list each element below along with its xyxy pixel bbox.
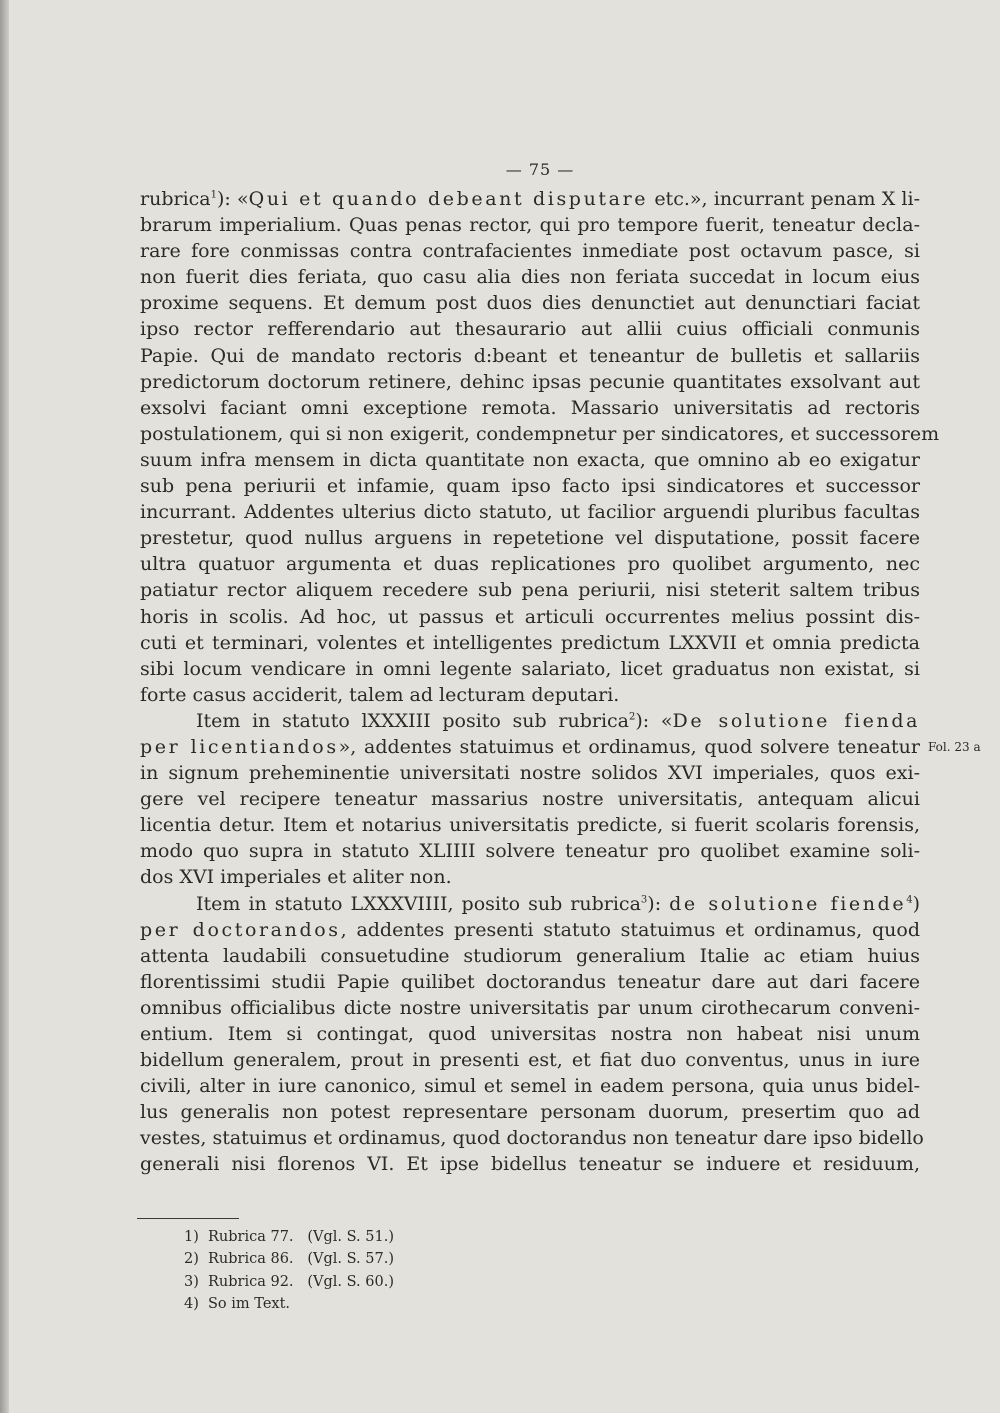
- main-text: [140, 186, 940, 1178]
- text-line: [140, 1047, 920, 1073]
- text-segment: per licentiandos: [140, 735, 339, 758]
- text-segment: lus generalis non potest representare personam duorum, presertim quo ad: [140, 1101, 920, 1124]
- text-line: [140, 656, 920, 682]
- text-segment: gere vel recipere teneatur massarius nostre universitatis, antequam alicui: [140, 788, 920, 811]
- footnote-text: So im Text.: [208, 1295, 291, 1312]
- text-segment: dos XVI imperiales et aliter non.: [140, 866, 452, 889]
- text-line: [140, 395, 920, 421]
- text-segment: de solutione fiende: [669, 892, 907, 915]
- footnote-number: 3): [184, 1273, 199, 1290]
- text-segment: proxime sequens. Et demum post duos dies denunctiet aut denunctiari faciat: [140, 292, 920, 315]
- text-segment: vestes, statuimus et ordinamus, quod doctorandus non teneatur dare ipso bidello: [140, 1127, 924, 1150]
- text-segment: cuti et terminari, volentes et intelligentes predictum LXXVII et omnia predicta: [140, 631, 920, 654]
- text-segment: exsolvi faciant omni exceptione remota. Massario universitatis ad rectoris: [140, 396, 920, 419]
- text-segment: florentissimi studii Papie quilibet doctorandus teneatur dare aut dari facere: [140, 970, 920, 993]
- text-segment: entium. Item si contingat, quod universitas nostra non habeat nisi unum: [140, 1023, 920, 1045]
- text-segment: De solutione fienda: [672, 709, 921, 732]
- text-line: [140, 995, 920, 1021]
- text-segment: etc.», incurrant penam X li-: [648, 188, 920, 210]
- text-line: [140, 604, 920, 630]
- text-segment: Qui et quando debeant disputare: [248, 188, 649, 210]
- text-segment: brarum imperialium. Quas penas rector, qui pro tempore fuerit, teneatur decla-: [140, 214, 920, 237]
- text-line: [140, 290, 920, 316]
- footnote-text: Rubrica 92. (Vgl. S. 60.): [208, 1273, 394, 1290]
- page-number: — 75 —: [505, 160, 575, 179]
- footnote-ref: 2: [629, 711, 636, 723]
- text-line: [140, 525, 920, 551]
- text-line: [140, 630, 920, 656]
- text-segment: modo quo supra in statuto XLIIII solvere teneatur pro quolibet examine soli-: [140, 840, 920, 863]
- footnote: [184, 1226, 394, 1248]
- text-line: [140, 943, 920, 969]
- text-line: [140, 421, 940, 447]
- text-segment: Item in statuto lXXXIII posito sub rubrica: [196, 709, 629, 732]
- text-segment: attenta laudabili consuetudine studiorum generalium Italie ac etiam huius: [140, 944, 920, 967]
- text-segment: generali nisi florenos VI. Et ipse bidellus teneatur se induere et residuum,: [140, 1153, 920, 1176]
- text-line: [140, 838, 920, 864]
- footnote-number: 1): [184, 1229, 199, 1245]
- text-segment: ): [912, 892, 920, 915]
- text-line: [140, 1099, 920, 1125]
- text-segment: incurrant. Addentes ulterius dicto statuto, ut facilior arguendi pluribus facultas: [140, 501, 920, 524]
- footnote-ref: 4: [906, 894, 913, 906]
- text-segment: », addentes statuimus et ordinamus, quod solvere teneatur: [338, 735, 920, 758]
- text-segment: Item in statuto LXXXVIIII, posito sub rubrica: [196, 892, 641, 915]
- footnote-number: 4): [184, 1295, 199, 1312]
- text-segment: ): «: [635, 709, 673, 732]
- text-line: [140, 343, 920, 369]
- text-segment: bidellum generalem, prout in presenti est, et fiat duo conventus, unus in iure: [140, 1049, 920, 1072]
- text-line: [140, 760, 920, 786]
- text-line: [140, 316, 920, 342]
- text-line: [140, 1021, 920, 1047]
- text-segment: rare fore conmissas contra contrafacientes inmediate post octavum pasce, si: [140, 240, 920, 263]
- text-line: [140, 551, 920, 577]
- text-segment: Papie. Qui de mandato rectoris d:beant et teneantur de bulletis et sallariis: [140, 344, 920, 367]
- text-segment: , addentes presenti statuto statuimus et ordinamus, quod: [340, 918, 920, 941]
- text-line: [140, 1151, 920, 1177]
- text-segment: ): «: [217, 188, 249, 210]
- text-segment: patiatur rector aliquem recedere sub pena periurii, nisi steterit saltem tribus: [140, 579, 920, 602]
- footnote-divider: [137, 1218, 239, 1219]
- text-line: [140, 186, 920, 212]
- text-line: [140, 473, 920, 499]
- text-segment: ultra quatuor argumenta et duas replicationes pro quolibet argumento, nec: [140, 553, 920, 576]
- text-line: [140, 577, 920, 603]
- text-line: [140, 917, 920, 943]
- text-segment: sub pena periurii et infamie, quam ipso facto ipsi sindicatores et successor: [140, 475, 920, 498]
- text-line: [140, 369, 920, 395]
- text-segment: prestetur, quod nullus arguens in repetetione vel disputatione, possit facere: [140, 527, 920, 550]
- footnote-ref: 1: [210, 189, 217, 201]
- footnote: [184, 1248, 394, 1270]
- text-segment: ipso rector refferendario aut thesaurario aut allii cuius officiali conmunis: [140, 318, 920, 341]
- page-edge: [0, 0, 9, 1413]
- text-line: [140, 447, 920, 473]
- text-line: [140, 812, 920, 838]
- footnote-number: 2): [184, 1251, 199, 1268]
- footnote-text: Rubrica 86. (Vgl. S. 57.): [208, 1251, 394, 1268]
- footnote: [184, 1271, 394, 1293]
- text-segment: non fuerit dies feriata, quo casu alia dies non feriata succedat in locum eius: [140, 266, 920, 289]
- text-segment: in signum preheminentie universitati nostre solidos XVI imperiales, quos exi-: [140, 762, 920, 785]
- footnote: [184, 1293, 394, 1315]
- text-segment: postulationem, qui si non exigerit, condempnetur per sindicatores, et successorem: [140, 422, 940, 445]
- text-line: [140, 499, 920, 525]
- text-line: [140, 786, 920, 812]
- text-line: [140, 264, 920, 290]
- text-segment: ):: [647, 892, 670, 915]
- footnote-ref: 3: [640, 894, 648, 906]
- footnote-text: Rubrica 77. (Vgl. S. 51.): [208, 1229, 394, 1245]
- text-segment: licentia detur. Item et notarius universitatis predicte, si fuerit scolaris forensis,: [140, 814, 920, 837]
- text-line: [140, 734, 920, 760]
- text-segment: forte casus acciderit, talem ad lecturam deputari.: [140, 683, 620, 706]
- text-segment: suum infra mensem in dicta quantitate non exacta, que omnino ab eo exigatur: [140, 448, 920, 471]
- text-line: [140, 1125, 924, 1151]
- text-line: [140, 708, 920, 734]
- text-line: [140, 891, 920, 917]
- text-segment: sibi locum vendicare in omni legente salariato, licet graduatus non existat, si: [140, 657, 920, 680]
- footnotes: [184, 1226, 394, 1315]
- text-segment: horis in scolis. Ad hoc, ut passus et articuli occurrentes melius possint dis-: [140, 605, 920, 628]
- text-segment: rubrica: [140, 188, 211, 210]
- text-line: [140, 1073, 920, 1099]
- text-segment: civili, alter in iure canonico, simul et semel in eadem persona, quia unus bidel-: [140, 1075, 920, 1098]
- text-line: [140, 238, 920, 264]
- text-line: [140, 969, 920, 995]
- text-segment: omnibus officialibus dicte nostre universitatis par unum cirothecarum conveni-: [140, 996, 920, 1019]
- text-segment: per doctorandos: [140, 918, 341, 941]
- margin-note: Fol. 23 a: [928, 740, 981, 754]
- text-line: [140, 864, 920, 890]
- text-line: [140, 682, 920, 708]
- text-line: [140, 212, 920, 238]
- text-segment: predictorum doctorum retinere, dehinc ipsas pecunie quantitates exsolvant aut: [140, 370, 920, 393]
